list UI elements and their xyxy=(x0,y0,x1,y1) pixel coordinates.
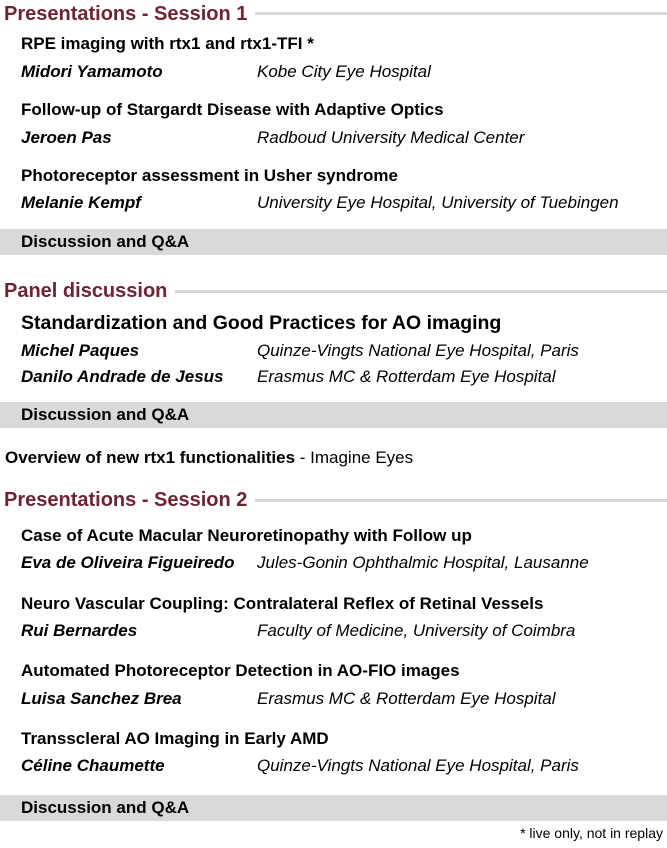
speaker-affiliation: Quinze-Vingts National Eye Hospital, Paris xyxy=(257,756,579,775)
session2-heading: Presentations - Session 2 xyxy=(4,487,255,513)
talk-title: Photoreceptor assessment in Usher syndrome xyxy=(21,166,398,185)
discussion-label: Discussion and Q&A xyxy=(21,798,190,817)
overview-line xyxy=(5,447,413,469)
talk-title: Follow-up of Stargardt Disease with Adaptive Optics xyxy=(21,100,444,119)
speaker-affiliation: Radboud University Medical Center xyxy=(257,128,525,147)
discussion-band xyxy=(0,229,667,255)
footnote: * live only, not in replay xyxy=(520,825,663,841)
session1-rule xyxy=(250,12,667,15)
speaker-name: Midori Yamamoto xyxy=(21,62,163,81)
speaker-affiliation: Erasmus MC & Rotterdam Eye Hospital xyxy=(257,689,556,708)
panel-heading: Panel discussion xyxy=(4,278,175,304)
panelist-affiliation: Erasmus MC & Rotterdam Eye Hospital xyxy=(257,367,556,386)
speaker-affiliation: University Eye Hospital, University of Tuebingen xyxy=(257,193,619,212)
talk-title: RPE imaging with rtx1 and rtx1-TFI * xyxy=(21,34,314,53)
speaker-name: Luisa Sanchez Brea xyxy=(21,689,182,708)
talk-title: Neuro Vascular Coupling: Contralateral Reflex of Retinal Vessels xyxy=(21,594,544,613)
overview-presenter: - Imagine Eyes xyxy=(295,448,414,467)
speaker-affiliation: Faculty of Medicine, University of Coimbra xyxy=(257,621,576,640)
discussion-label: Discussion and Q&A xyxy=(21,405,190,424)
panelist-name: Danilo Andrade de Jesus xyxy=(21,367,224,386)
panelist-affiliation: Quinze-Vingts National Eye Hospital, Paris xyxy=(257,341,579,360)
talk-title: Automated Photoreceptor Detection in AO-FIO images xyxy=(21,661,460,680)
session1-heading: Presentations - Session 1 xyxy=(4,1,255,27)
discussion-band xyxy=(0,795,667,821)
discussion-band xyxy=(0,402,667,428)
panel-rule xyxy=(175,290,667,293)
speaker-affiliation: Kobe City Eye Hospital xyxy=(257,62,431,81)
speaker-name: Eva de Oliveira Figueiredo xyxy=(21,553,235,572)
panel-topic: Standardization and Good Practices for AO imaging xyxy=(21,312,502,334)
speaker-name: Céline Chaumette xyxy=(21,756,165,775)
talk-title: Transscleral AO Imaging in Early AMD xyxy=(21,729,329,748)
talk-title: Case of Acute Macular Neuroretinopathy with Follow up xyxy=(21,526,472,545)
speaker-name: Melanie Kempf xyxy=(21,193,141,212)
session2-rule xyxy=(250,499,667,502)
speaker-affiliation: Jules-Gonin Ophthalmic Hospital, Lausanne xyxy=(257,553,589,572)
speaker-name: Jeroen Pas xyxy=(21,128,112,147)
panelist-name: Michel Paques xyxy=(21,341,140,360)
overview-title: Overview of new rtx1 functionalities xyxy=(5,448,296,467)
speaker-name: Rui Bernardes xyxy=(21,621,138,640)
discussion-label: Discussion and Q&A xyxy=(21,232,190,251)
